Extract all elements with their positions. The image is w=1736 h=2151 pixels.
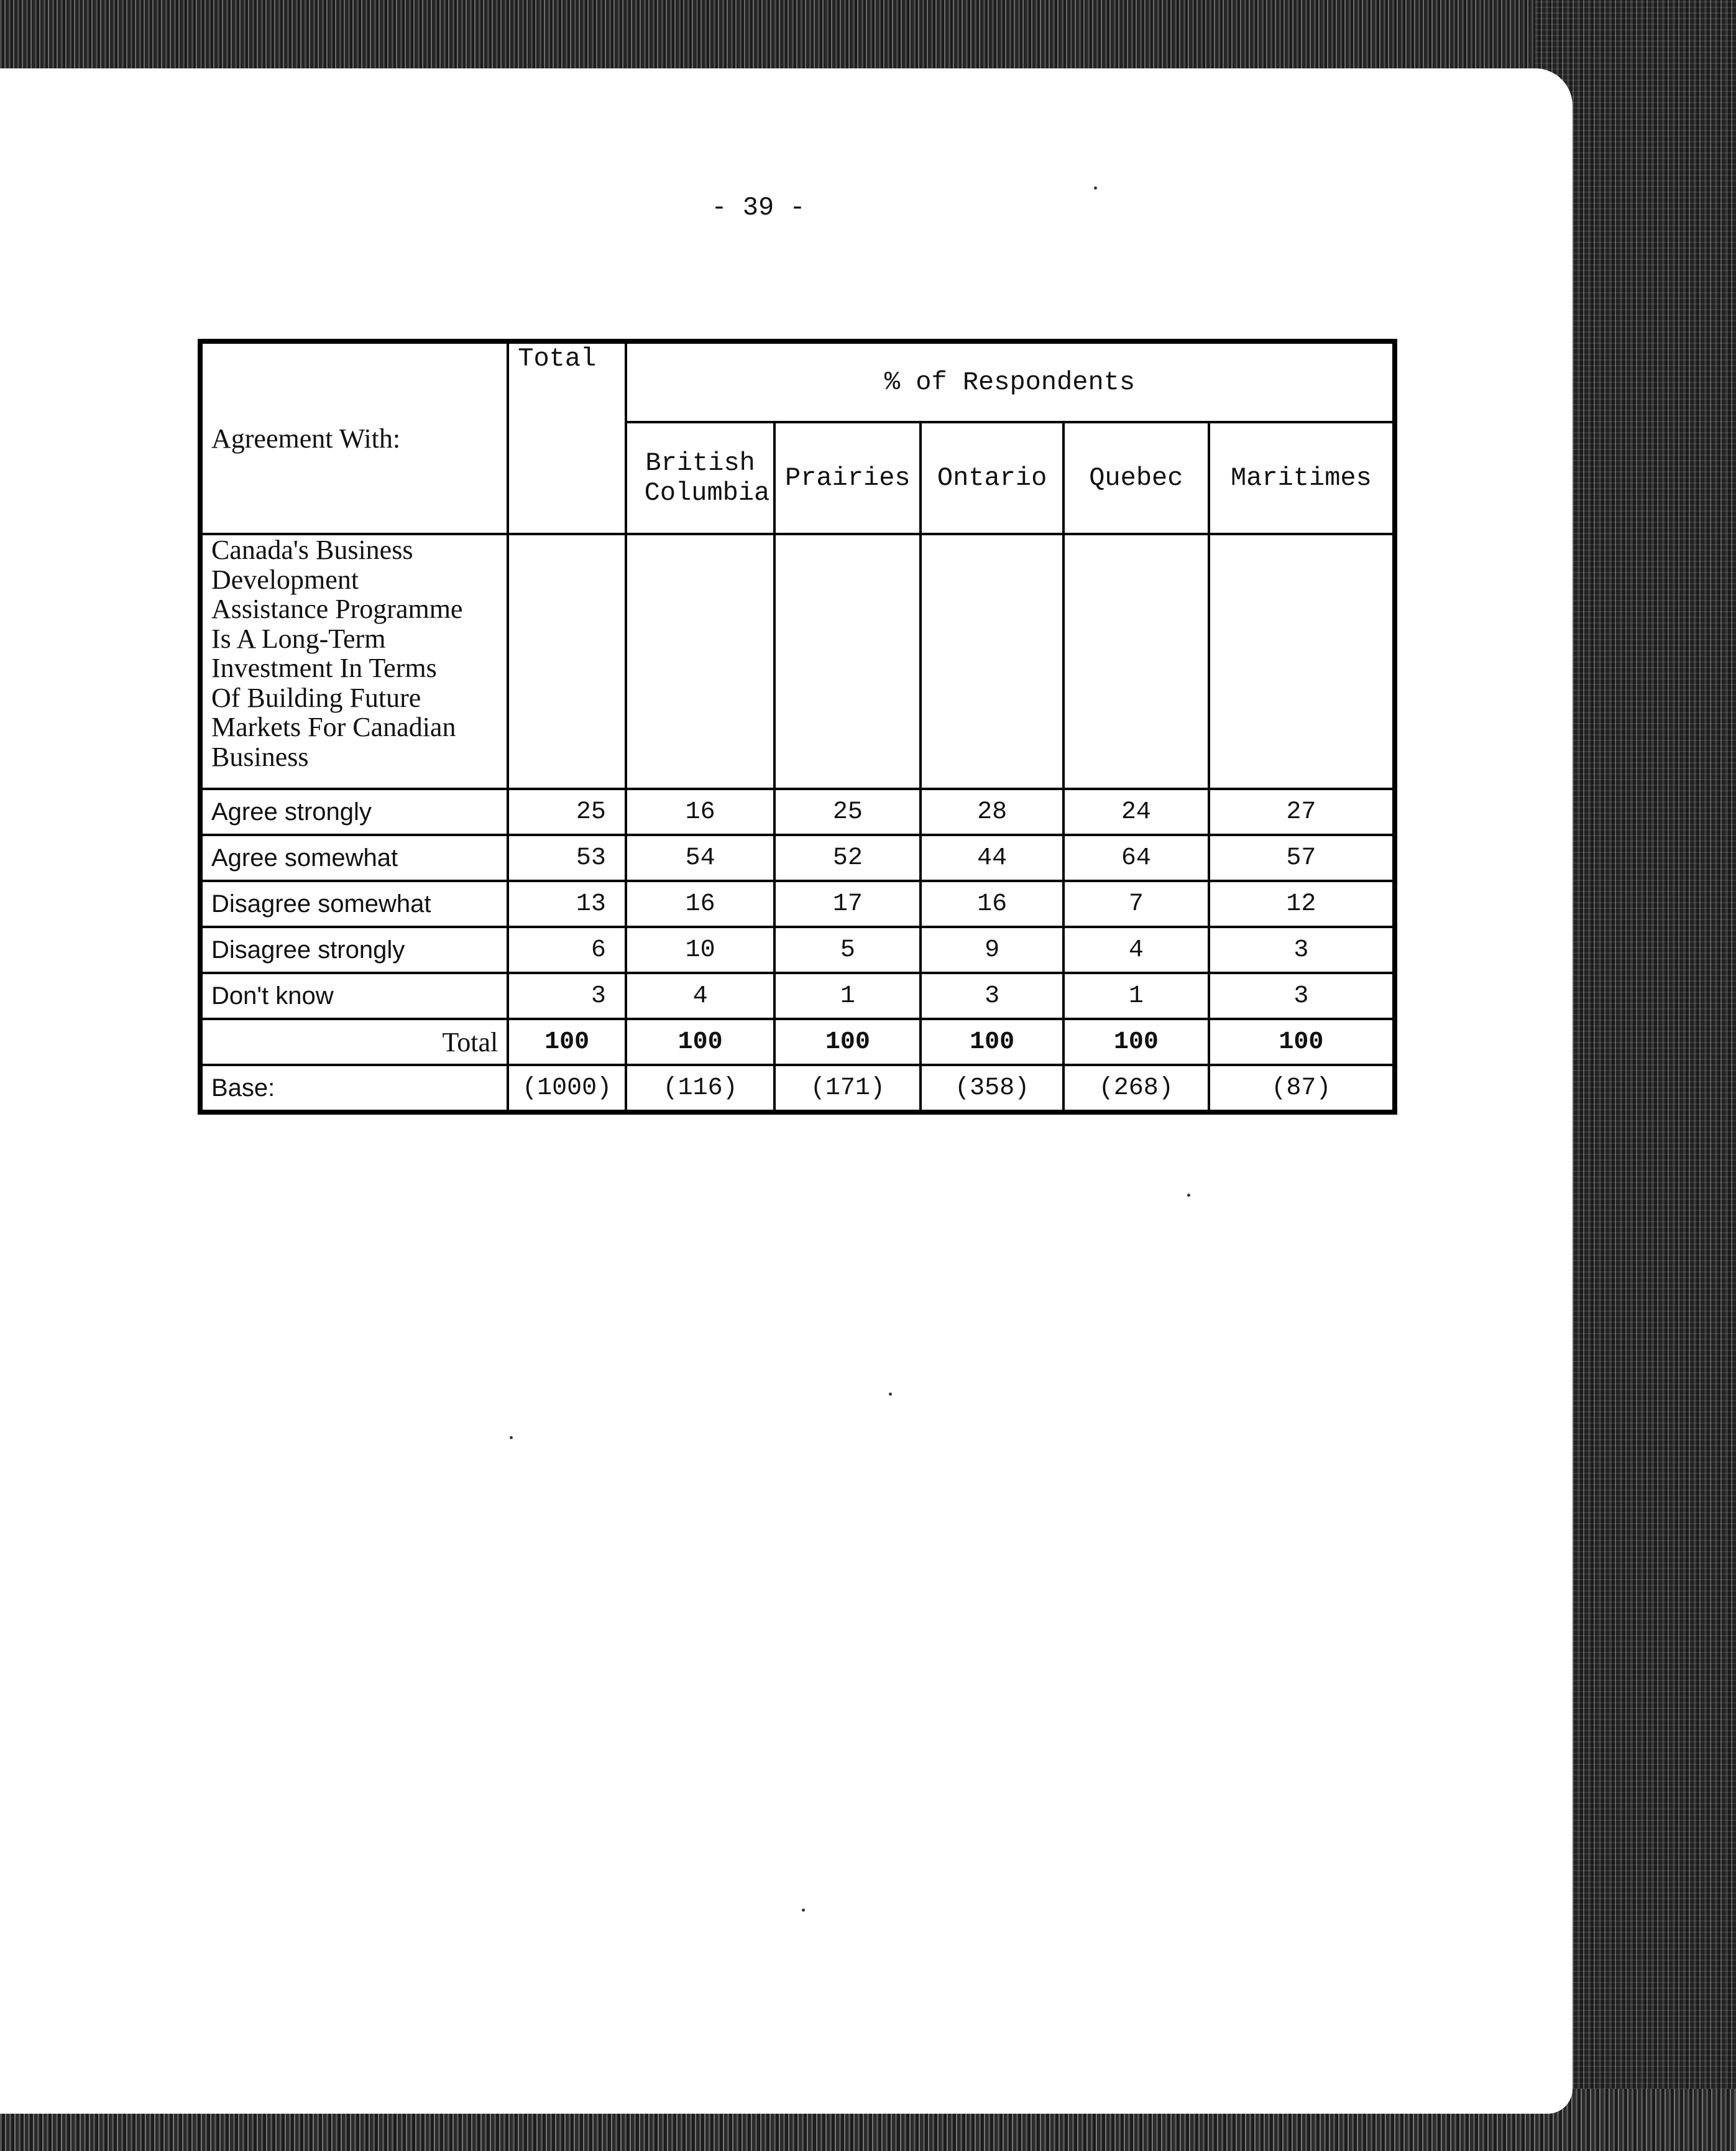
- corner-header: Agreement With:: [200, 341, 508, 534]
- prairies-value: (171): [774, 1065, 921, 1112]
- british-columbia-value: 10: [626, 927, 774, 973]
- region-header-quebec: Quebec: [1063, 422, 1209, 534]
- row-label: Disagree somewhat: [200, 881, 508, 927]
- maritimes-value: 3: [1209, 927, 1395, 973]
- scan-speck: [1187, 1194, 1190, 1197]
- british-columbia-value: (116): [626, 1065, 774, 1112]
- ontario-value: 3: [921, 973, 1063, 1019]
- prairies-value: 100: [774, 1019, 921, 1065]
- question-line: Canada's Business: [211, 535, 413, 565]
- question-line: Assistance Programme: [211, 594, 463, 625]
- quebec-value: 100: [1063, 1019, 1209, 1065]
- region-header-maritimes: Maritimes: [1209, 422, 1395, 534]
- prairies-value: 17: [774, 881, 921, 927]
- prairies-value: 1: [774, 973, 921, 1019]
- empty-cell: [508, 534, 626, 789]
- question-line: Investment In Terms: [211, 653, 437, 684]
- table-row-agree-somewhat: [200, 835, 1395, 881]
- maritimes-value: 3: [1209, 973, 1395, 1019]
- maritimes-value: (87): [1209, 1065, 1395, 1112]
- region-header-ontario: Ontario: [921, 422, 1063, 534]
- total-value: (1000): [508, 1065, 626, 1112]
- maritimes-value: 12: [1209, 881, 1395, 927]
- total-header: Total: [508, 341, 626, 534]
- question-line: Is A Long-Term: [211, 623, 386, 654]
- question-line: Of Building Future: [211, 682, 421, 713]
- row-label: Disagree strongly: [200, 927, 508, 973]
- empty-cell: [1209, 534, 1395, 789]
- base-row-label: Base:: [200, 1065, 508, 1112]
- header-row-top: [200, 341, 1395, 422]
- table-row-agree-strongly: [200, 789, 1395, 835]
- maritimes-value: 57: [1209, 835, 1395, 881]
- table-row-disagree-strongly: [200, 927, 1395, 973]
- prairies-value: 5: [774, 927, 921, 973]
- quebec-value: (268): [1063, 1065, 1209, 1112]
- respondents-group-header: % of Respondents: [626, 341, 1395, 422]
- quebec-value: 7: [1063, 881, 1209, 927]
- total-row-label: Total: [200, 1019, 508, 1065]
- british-columbia-value: 100: [626, 1019, 774, 1065]
- maritimes-value: 27: [1209, 789, 1395, 835]
- empty-cell: [921, 534, 1063, 789]
- question-text: [200, 534, 508, 789]
- ontario-value: (358): [921, 1065, 1063, 1112]
- british-columbia-value: 16: [626, 789, 774, 835]
- question-line: Markets For Canadian: [211, 712, 456, 743]
- quebec-value: 64: [1063, 835, 1209, 881]
- quebec-value: 24: [1063, 789, 1209, 835]
- ontario-value: 9: [921, 927, 1063, 973]
- total-value: 13: [508, 881, 626, 927]
- scan-speck: [510, 1436, 513, 1439]
- empty-cell: [626, 534, 774, 789]
- question-line: Development: [211, 564, 359, 595]
- scan-speck: [1094, 187, 1097, 190]
- maritimes-value: 100: [1209, 1019, 1395, 1065]
- scan-speck: [802, 1909, 805, 1912]
- ontario-value: 16: [921, 881, 1063, 927]
- empty-cell: [774, 534, 921, 789]
- region-header-prairies: Prairies: [774, 422, 921, 534]
- table-row-disagree-somewhat: [200, 881, 1395, 927]
- ontario-value: 100: [921, 1019, 1063, 1065]
- prairies-value: 25: [774, 789, 921, 835]
- quebec-value: 4: [1063, 927, 1209, 973]
- scan-speck: [889, 1393, 892, 1396]
- question-row: [200, 534, 1395, 789]
- total-value: 100: [508, 1019, 626, 1065]
- row-label: Don't know: [200, 973, 508, 1019]
- table-row-total: [200, 1019, 1395, 1065]
- region-header-british-columbia: [626, 422, 774, 534]
- total-value: 3: [508, 973, 626, 1019]
- british-columbia-value: 4: [626, 973, 774, 1019]
- british-columbia-value: 54: [626, 835, 774, 881]
- survey-table: [198, 339, 1397, 1115]
- total-value: 25: [508, 789, 626, 835]
- total-value: 53: [508, 835, 626, 881]
- ontario-value: 28: [921, 789, 1063, 835]
- question-line: Business: [211, 741, 309, 772]
- table-row-base: [200, 1065, 1395, 1112]
- quebec-value: 1: [1063, 973, 1209, 1019]
- british-columbia-value: 16: [626, 881, 774, 927]
- empty-cell: [1063, 534, 1209, 789]
- table-row-dont-know: [200, 973, 1395, 1019]
- page-number: - 39 -: [711, 193, 806, 223]
- region-header-text: British Columbia: [644, 448, 770, 508]
- row-label: Agree somewhat: [200, 835, 508, 881]
- row-label: Agree strongly: [200, 789, 508, 835]
- prairies-value: 52: [774, 835, 921, 881]
- total-value: 6: [508, 927, 626, 973]
- ontario-value: 44: [921, 835, 1063, 881]
